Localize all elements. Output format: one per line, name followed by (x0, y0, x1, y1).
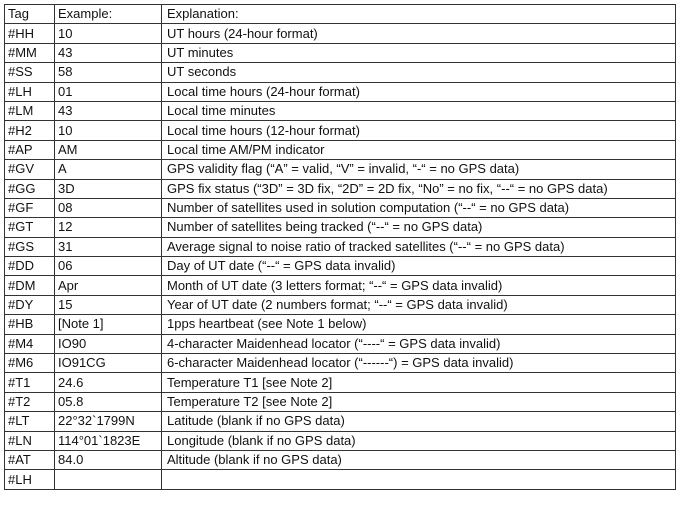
tag-cell: #MM (5, 43, 55, 62)
tag-cell: #LN (5, 431, 55, 450)
example-cell: 3D (55, 179, 162, 198)
tag-cell: #M4 (5, 334, 55, 353)
tag-cell: #LT (5, 412, 55, 431)
table-row (5, 354, 676, 373)
table-row (5, 63, 676, 82)
explanation-cell: Year of UT date (2 numbers format; “--“ = GPS data invalid) (162, 295, 676, 314)
explanation-cell: Latitude (blank if no GPS data) (162, 412, 676, 431)
table-row (5, 431, 676, 450)
tag-reference-table (4, 4, 676, 490)
table-row (5, 121, 676, 140)
example-cell: 43 (55, 101, 162, 120)
table-row (5, 334, 676, 353)
example-cell (55, 470, 162, 489)
table-row (5, 392, 676, 411)
explanation-cell: Local time minutes (162, 101, 676, 120)
tag-cell: #GG (5, 179, 55, 198)
example-cell: 31 (55, 237, 162, 256)
tag-cell: #GV (5, 160, 55, 179)
tag-cell: #H2 (5, 121, 55, 140)
explanation-cell: Altitude (blank if no GPS data) (162, 450, 676, 469)
table-row (5, 295, 676, 314)
explanation-cell: UT hours (24-hour format) (162, 24, 676, 43)
explanation-cell: Average signal to noise ratio of tracked satellites (“--“ = no GPS data) (162, 237, 676, 256)
table-row (5, 276, 676, 295)
example-cell: 43 (55, 43, 162, 62)
tag-cell: #SS (5, 63, 55, 82)
example-cell: 84.0 (55, 450, 162, 469)
table-row (5, 373, 676, 392)
example-cell: AM (55, 140, 162, 159)
table-row (5, 257, 676, 276)
explanation-cell: GPS fix status (“3D” = 3D fix, “2D” = 2D fix, “No” = no fix, “--“ = no GPS data) (162, 179, 676, 198)
table-row (5, 470, 676, 489)
explanation-cell: Local time AM/PM indicator (162, 140, 676, 159)
table-row (5, 315, 676, 334)
tag-cell: #HB (5, 315, 55, 334)
tag-cell: #DY (5, 295, 55, 314)
tag-cell: #T2 (5, 392, 55, 411)
table-row (5, 101, 676, 120)
example-cell: 06 (55, 257, 162, 276)
table-row (5, 218, 676, 237)
tag-cell: #DM (5, 276, 55, 295)
explanation-cell: UT seconds (162, 63, 676, 82)
example-cell: 22°32`1799N (55, 412, 162, 431)
explanation-cell: GPS validity flag (“A” = valid, “V” = invalid, “-“ = no GPS data) (162, 160, 676, 179)
example-cell: 114°01`1823E (55, 431, 162, 450)
explanation-cell: 6-character Maidenhead locator (“------“) = GPS data invalid) (162, 354, 676, 373)
tag-cell: #GS (5, 237, 55, 256)
tag-cell: #DD (5, 257, 55, 276)
table-row (5, 140, 676, 159)
table-row (5, 43, 676, 62)
explanation-cell: 4-character Maidenhead locator (“----“ = GPS data invalid) (162, 334, 676, 353)
tag-cell: #LH (5, 82, 55, 101)
example-cell: IO90 (55, 334, 162, 353)
table-row (5, 24, 676, 43)
table-body (5, 24, 676, 489)
example-cell: 05.8 (55, 392, 162, 411)
tag-cell: #M6 (5, 354, 55, 373)
tag-cell: #T1 (5, 373, 55, 392)
table-row (5, 450, 676, 469)
example-cell: 10 (55, 24, 162, 43)
example-cell: 24.6 (55, 373, 162, 392)
column-header-explanation: Explanation: (162, 5, 676, 24)
table-row (5, 412, 676, 431)
table-row (5, 198, 676, 217)
tag-cell: #AP (5, 140, 55, 159)
example-cell: 12 (55, 218, 162, 237)
example-cell: [Note 1] (55, 315, 162, 334)
example-cell: 15 (55, 295, 162, 314)
table-header-row (5, 5, 676, 24)
explanation-cell: 1pps heartbeat (see Note 1 below) (162, 315, 676, 334)
tag-cell: #HH (5, 24, 55, 43)
explanation-cell: Local time hours (12-hour format) (162, 121, 676, 140)
explanation-cell: Local time hours (24-hour format) (162, 82, 676, 101)
table-row (5, 237, 676, 256)
tag-cell: #AT (5, 450, 55, 469)
example-cell: 08 (55, 198, 162, 217)
example-cell: 01 (55, 82, 162, 101)
explanation-cell: Temperature T2 [see Note 2] (162, 392, 676, 411)
example-cell: A (55, 160, 162, 179)
explanation-cell: Month of UT date (3 letters format; “--“ = GPS data invalid) (162, 276, 676, 295)
example-cell: IO91CG (55, 354, 162, 373)
tag-cell: #GT (5, 218, 55, 237)
explanation-cell: UT minutes (162, 43, 676, 62)
tag-cell: #LH (5, 470, 55, 489)
column-header-example: Example: (55, 5, 162, 24)
table-row (5, 82, 676, 101)
explanation-cell: Number of satellites being tracked (“--“ = no GPS data) (162, 218, 676, 237)
table-row (5, 179, 676, 198)
explanation-cell: Day of UT date (“--“ = GPS data invalid) (162, 257, 676, 276)
explanation-cell (162, 470, 676, 489)
example-cell: Apr (55, 276, 162, 295)
column-header-tag: Tag (5, 5, 55, 24)
tag-cell: #LM (5, 101, 55, 120)
tag-cell: #GF (5, 198, 55, 217)
example-cell: 10 (55, 121, 162, 140)
explanation-cell: Number of satellites used in solution computation (“--“ = no GPS data) (162, 198, 676, 217)
example-cell: 58 (55, 63, 162, 82)
explanation-cell: Temperature T1 [see Note 2] (162, 373, 676, 392)
explanation-cell: Longitude (blank if no GPS data) (162, 431, 676, 450)
table-row (5, 160, 676, 179)
